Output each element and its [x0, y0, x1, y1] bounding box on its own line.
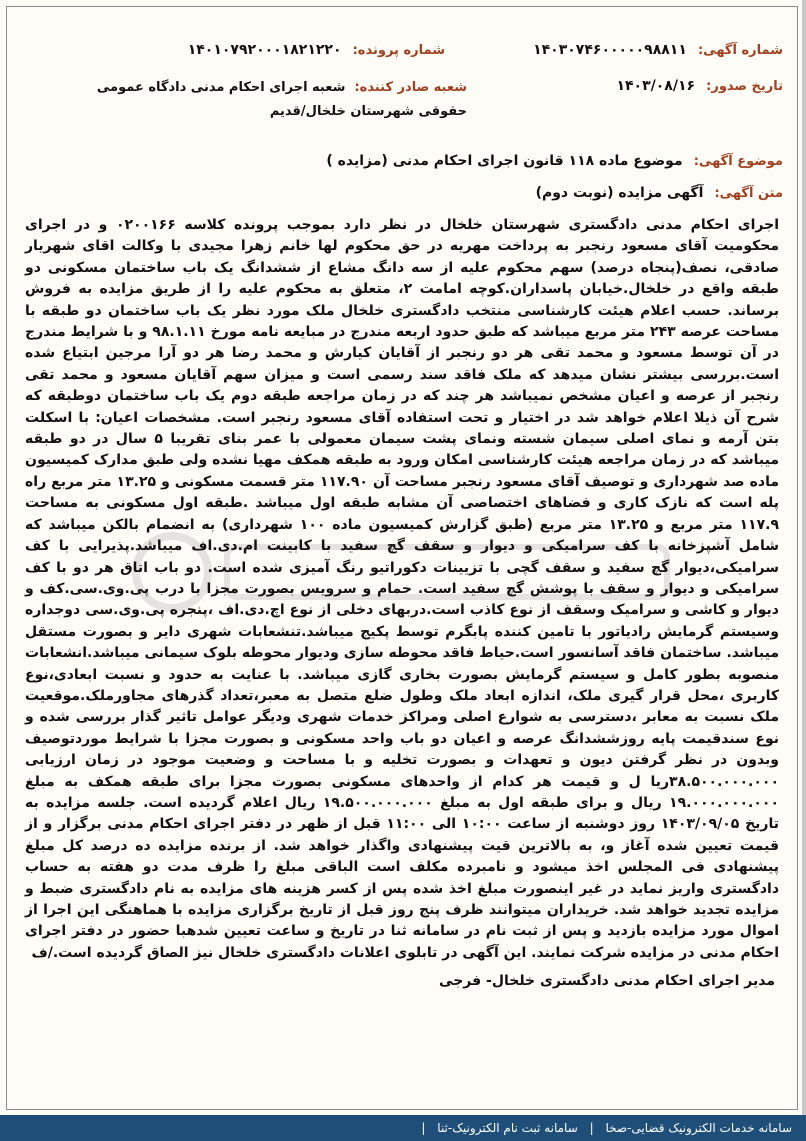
issue-date-row — [616, 75, 783, 94]
issuer-row — [47, 75, 467, 123]
case-number-value: ۱۴۰۱۰۷۹۲۰۰۰۱۸۲۱۲۲۰ — [187, 42, 342, 58]
ad-number-row — [533, 39, 783, 58]
ad-number-value: ۱۴۰۳۰۷۴۶۰۰۰۰۰۹۸۸۱۱ — [533, 42, 687, 58]
subject-value: موضوع ماده ۱۱۸ قانون اجرای احکام مدنی (مزایده ) — [326, 153, 683, 169]
ad-document — [6, 6, 798, 1110]
footer-link-sana[interactable]: سامانه ثبت نام الکترونیک-ثنا — [437, 1121, 578, 1135]
footer-bar — [0, 1115, 806, 1141]
footer-separator: | — [589, 1121, 594, 1135]
issue-date-label: تاریخ صدور: — [706, 79, 783, 94]
issue-date-value: ۱۴۰۳/۰۸/۱۶ — [616, 78, 696, 94]
signature: مدیر اجرای احکام مدنی دادگستری خلخال- فرجی — [439, 973, 775, 989]
issuer-value: شعبه اجرای احکام مدنی دادگاه عمومی حقوقی شهرستان خلخال/قدیم — [96, 80, 467, 119]
ad-number-label: شماره آگهی: — [697, 43, 783, 58]
text-label: متن آگهی: — [714, 186, 783, 201]
subject-row — [326, 150, 783, 169]
footer-separator-end: | — [421, 1121, 426, 1135]
scrollbar[interactable] — [802, 0, 806, 1115]
ad-body-text: اجرای احکام مدنی دادگستری شهرستان خلخال در نظر دارد بموجب پرونده کلاسه ۰۲۰۰۱۶۶ و در اجرای محکومیت آقای مسعود رنجبر به پرداخت مهریه در حق محکوم لها خانم زهرا مجیدی با وکالت اقای شهریار صادقی، نصف(پنجاه درصد) سهم محکوم علیه از سه دانگ مشاع از ششدانگ یک باب ساختمان مسکونی دو طبقه واقع در خلخال.خیابان پاسداران.کوچه امامت ۲، متعلق به محکوم علیه را از طریق مزایده به فروش برساند. حسب اعلام هیئت کارشناسی منتخب دادگستری خلخال ملک مورد نظر یک باب ساختمان دو طبقه با مساحت عرصه ۲۴۳ متر مربع میباشد که طبق حدود اربعه مندرج در مبایعه نامه مورخ ۹۸.۱.۱۱ و با شرایط مندرج در آن توسط مسعود و محمد تقی هر دو رنجبر از آقایان کیارش و محمد رضا هر دو آرا مرجین ابتیاع شده است.بررسی بیشتر نشان میدهد که ملک فاقد سند رسمی است و میزان سهم آقایان مسعود و محمد تقی رنجبر از عرصه و اعیان مشخص نمیباشد هر چند که در زمان مراجعه طبقه دوم یک باب ساختمان دوطبقه که شرح آن ذیلا اعلام خواهد شد در اختیار و تحت استفاده آقای مسعود رنجبر است. مشخصات اعیان: با اسکلت بتن آرمه و نمای اصلی سیمان شسته ونمای پشت سیمان معمولی با عمر بنای تقریبا ۵ سال در دو طبقه میباشد که در زمان مراجعه هیئت کارشناسی امکان ورود به طبقه همکف مهیا نشده ولی طبق مدارک کمیسیون ماده صد شهرداری و توصیف آقای مسعود رنجبر مساحت آن ۱۱۷.۹۰ متر قسمت مسکونی و ۱۳.۲۵ متر مربع راه پله است که نازک کاری و فضاهای اختصاصی آن مشابه طبقه اول میباشد .طبقه اول مسکونی به مساحت ۱۱۷.۹ متر مربع و ۱۳.۲۵ متر مربع (طبق گزارش کمیسیون ماده ۱۰۰ شهرداری) به انضمام بالکن میباشد که شامل آشپزخانه با کف سرامیکی و دیوار و سقف گچ سفید با کابینت ام.دی.اف میباشد.پذیرایی با کف سرامیکی،دیوار گچ سفید و سقف گچی با تزیینات دکوراتیو رنگ آمیزی شده است. دو باب اتاق هر دو با کف سرامیکی و دیوار و سقف با پوشش گچ سفید است. حمام و سرویس بصورت مجزا با درب پی.وی.سی.کف و دیوار و کاشی و سرامیک وسقف از نوع کاذب است.دربهای دخلی از نوع اچ.دی.اف ،پنجره پی.وی.سی دوجداره وسیستم گرمایش رادیاتور با تامین کننده پابگرم توسط پکیج میباشد.تنشعابات شهری دایر و بصورت مستقل میباشد. ساختمان فاقد آسانسور است.حیاط فاقد محوطه سازی ودیوار محوطه بلوک سیمانی میباشد.انشعابات منصوبه بطور کامل و سیستم گرمایش بصورت بخاری گازی میباشد. با عنایت به حدود و نسبت ابعادی،نوع کاربری ،محل قرار گیری ملک، اندازه ابعاد ملک وطول ضلع متصل به معبر،تعداد گذرهای مجاورملک.موقعیت ملک نسبت به معابر ،دسترسی به شوارع اصلی ومراکز خدمات شهری ودیگر عوامل تاثیر گذار بررسی شده و نوع سندقیمت پایه روزششدانگ عرصه و اعیان دو باب واحد مسکونی و بصورت مجزا با شرایط موردتوصیف وبدون در نظر گرفتن دیون و تعهدات و بصورت تخلیه و با مساحت و وضعیت موجود در زمان ارزیابی ۳۸.۵۰۰.۰۰۰.۰۰۰ریا ل و قیمت هر کدام از واحدهای مسکونی بصورت مجزا برای طبقه همکف به مبلغ ۱۹.۰۰۰.۰۰۰.۰۰۰ ریال و برای طبقه اول به مبلغ ۱۹.۵۰۰.۰۰۰.۰۰۰ ریال اعلام گردیده است. جلسه مزایده به تاریخ ۱۴۰۳/۰۹/۰۵ روز دوشنبه از ساعت ۱۰:۰۰ الی ۱۱:۰۰ قبل از ظهر در دفتر اجرای احکام مدنی برگزار و از قیمت تعیین شده آغاز و، به بالاترین قیت پیشنهادی واگذار خواهد شد. از برنده مزایده ده درصد کل مبلغ پیشنهادی فی المجلس اخذ میشود و نامبرده مکلف است الباقی مبلغ را ظرف مدت دو هفته به حساب دادگستری واریز نماید در غیر اینصورت مبلغ اخذ شده پس از کسر هزینه های مزایده به نام دادگستری ضبط و مزایده تجدید خواهد شد. خریداران میتوانند ظرف پنج روز قبل از تاریخ برگزاری مزایده با هماهنگی این اجرا از اموال مورد مزایده بازدید و پس از ثبت نام در سامانه ثنا در تاریخ و ساعت تعیین شدهبا حضور در دفتر اجرای احکام مدنی در مزایده شرکت نمایند. این آگهی در تابلوی اعلانات دادگستری خلخال نیز الصاق گردیده است./ف — [25, 217, 780, 961]
text-title-row — [536, 182, 783, 201]
issuer-label: شعبه صادر کننده: — [354, 80, 467, 95]
subject-label: موضوع آگهی: — [693, 154, 783, 169]
footer-link-sakha[interactable]: سامانه خدمات الکترونیک قضایی-صخا — [605, 1121, 792, 1135]
case-number-row — [188, 39, 445, 58]
ad-title: آگهی مزایده (نوبت دوم) — [535, 185, 704, 201]
case-number-label: شماره پرونده: — [352, 43, 445, 58]
